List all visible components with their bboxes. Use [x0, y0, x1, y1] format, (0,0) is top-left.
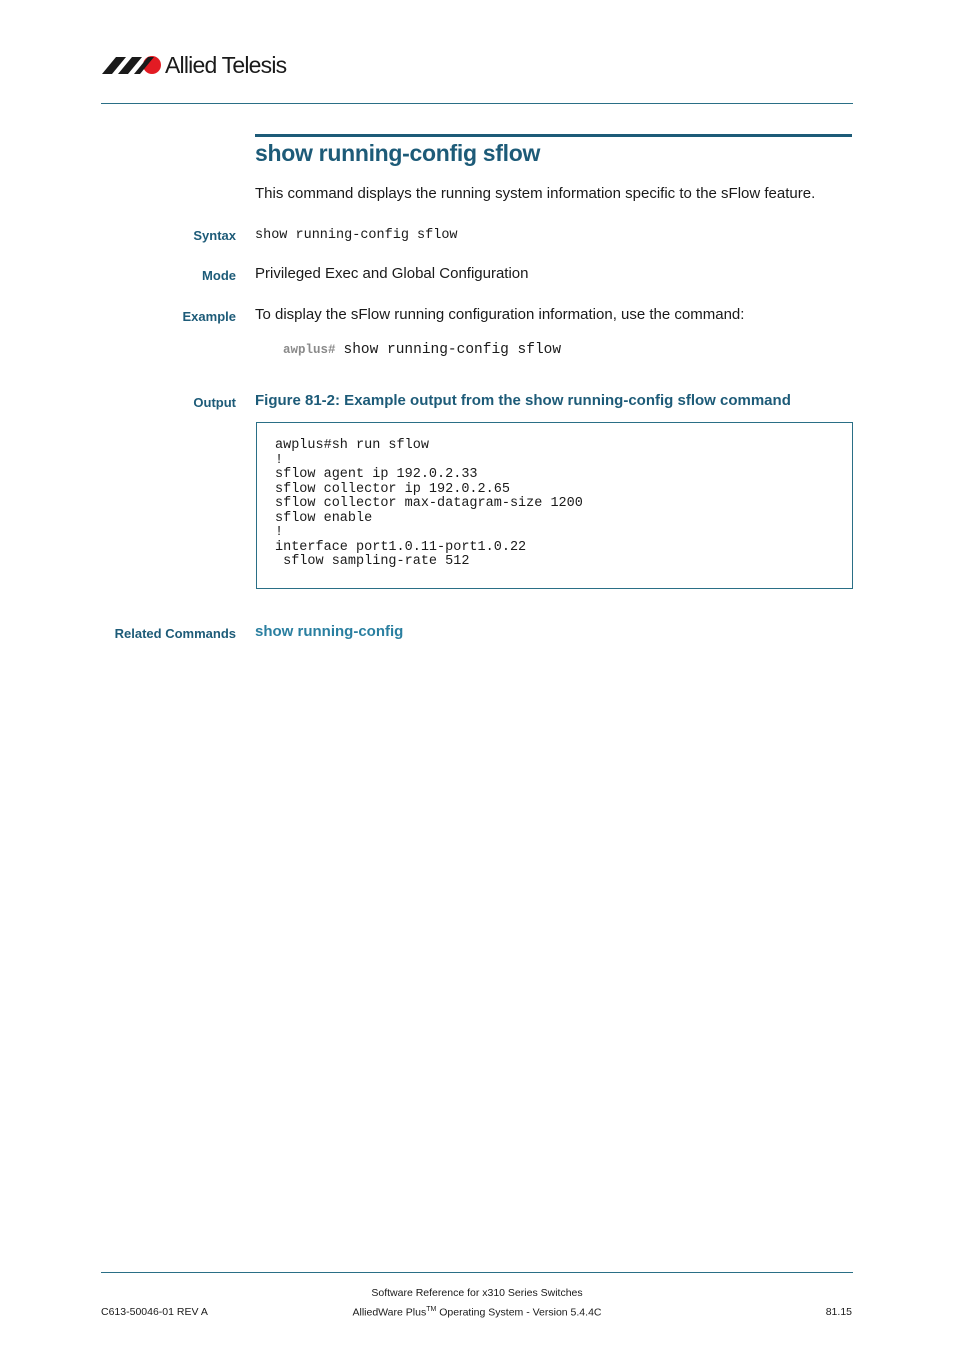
- footer-os-version: Operating System - Version 5.4.4C: [436, 1306, 602, 1319]
- footer-page-number: 81.15: [825, 1306, 852, 1318]
- related-commands-label: Related Commands: [114, 626, 236, 641]
- brand-name: Allied Telesis: [165, 52, 287, 78]
- output-line: sflow sampling-rate 512: [275, 554, 470, 569]
- output-label: Output: [193, 395, 236, 410]
- trademark-sup: TM: [426, 1306, 437, 1313]
- figure-caption: Figure 81-2: Example output from the show running-config sflow command: [255, 392, 791, 409]
- footer-product-name: AlliedWare Plus: [352, 1306, 427, 1319]
- syntax-command: show running-config sflow: [255, 228, 458, 243]
- output-line: awplus#sh run sflow: [275, 438, 429, 453]
- output-line: !: [275, 525, 284, 540]
- command-description: This command displays the running system information specific to the sFlow feature.: [255, 185, 816, 202]
- output-line: interface port1.0.11-port1.0.22: [275, 539, 527, 555]
- example-label: Example: [182, 309, 236, 324]
- output-listing: [275, 439, 583, 570]
- title-rule: [255, 134, 852, 137]
- allied-telesis-logo: [102, 52, 286, 78]
- footer-doc-id: C613-50046-01 REV A: [101, 1306, 208, 1318]
- example-command: show running-config sflow: [343, 342, 562, 358]
- output-line: sflow agent ip 192.0.2.33: [275, 467, 478, 482]
- page-title: show running-config sflow: [255, 140, 541, 166]
- output-line: sflow collector ip 192.0.2.65: [275, 481, 510, 497]
- output-line: sflow enable: [275, 510, 373, 526]
- related-command-link[interactable]: show running-config: [255, 623, 404, 640]
- mode-text: Privileged Exec and Global Configuration: [255, 265, 529, 282]
- allied-telesis-logo-icon: [102, 55, 162, 75]
- header-divider: [101, 103, 853, 104]
- output-line: sflow collector max-datagram-size 1200: [275, 496, 583, 511]
- footer-divider: [101, 1272, 853, 1273]
- cli-prompt: awplus#: [283, 343, 336, 357]
- mode-label: Mode: [202, 268, 236, 283]
- footer-title: Software Reference for x310 Series Switches: [371, 1287, 583, 1299]
- syntax-label: Syntax: [193, 228, 236, 243]
- output-box: [256, 422, 853, 589]
- example-command-line: [283, 340, 561, 358]
- output-line: !: [275, 452, 284, 468]
- example-text: To display the sFlow running configuration information, use the command:: [255, 306, 745, 323]
